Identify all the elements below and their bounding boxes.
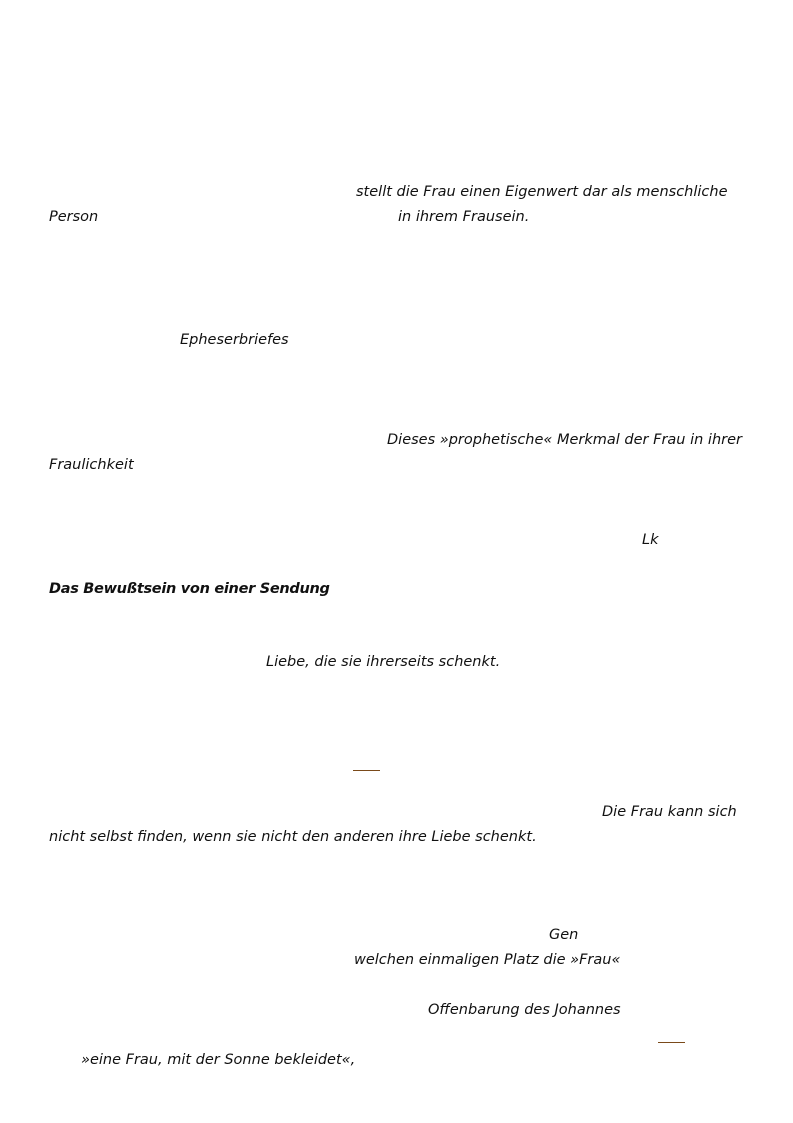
text-fragment: Gen (549, 927, 579, 943)
text-fragment: Liebe, die sie ihrerseits schenkt. (266, 654, 501, 670)
text-fragment: Lk (642, 532, 659, 548)
text-fragment: Die Frau kann sich (602, 804, 737, 820)
text-fragment: nicht selbst finden, wenn sie nicht den anderen ihre Liebe schenkt. (49, 829, 537, 845)
section-heading: Das Bewußtsein von einer Sendung (49, 581, 330, 597)
text-fragment: in ihrem Frausein. (398, 209, 530, 225)
footnote-rule (353, 770, 380, 771)
text-fragment: Dieses »prophetische« Merkmal der Frau in ihrer (387, 432, 742, 448)
text-fragment: Epheserbriefes (180, 332, 289, 348)
text-fragment: Fraulichkeit (49, 457, 134, 473)
footnote-rule (658, 1042, 685, 1043)
text-fragment: Person (49, 209, 99, 225)
text-fragment: welchen einmaligen Platz die »Frau« (354, 952, 621, 968)
text-fragment: »eine Frau, mit der Sonne bekleidet«, (81, 1052, 356, 1068)
text-fragment: stellt die Frau einen Eigenwert dar als menschliche (356, 184, 728, 200)
text-fragment: Offenbarung des Johannes (428, 1002, 621, 1018)
